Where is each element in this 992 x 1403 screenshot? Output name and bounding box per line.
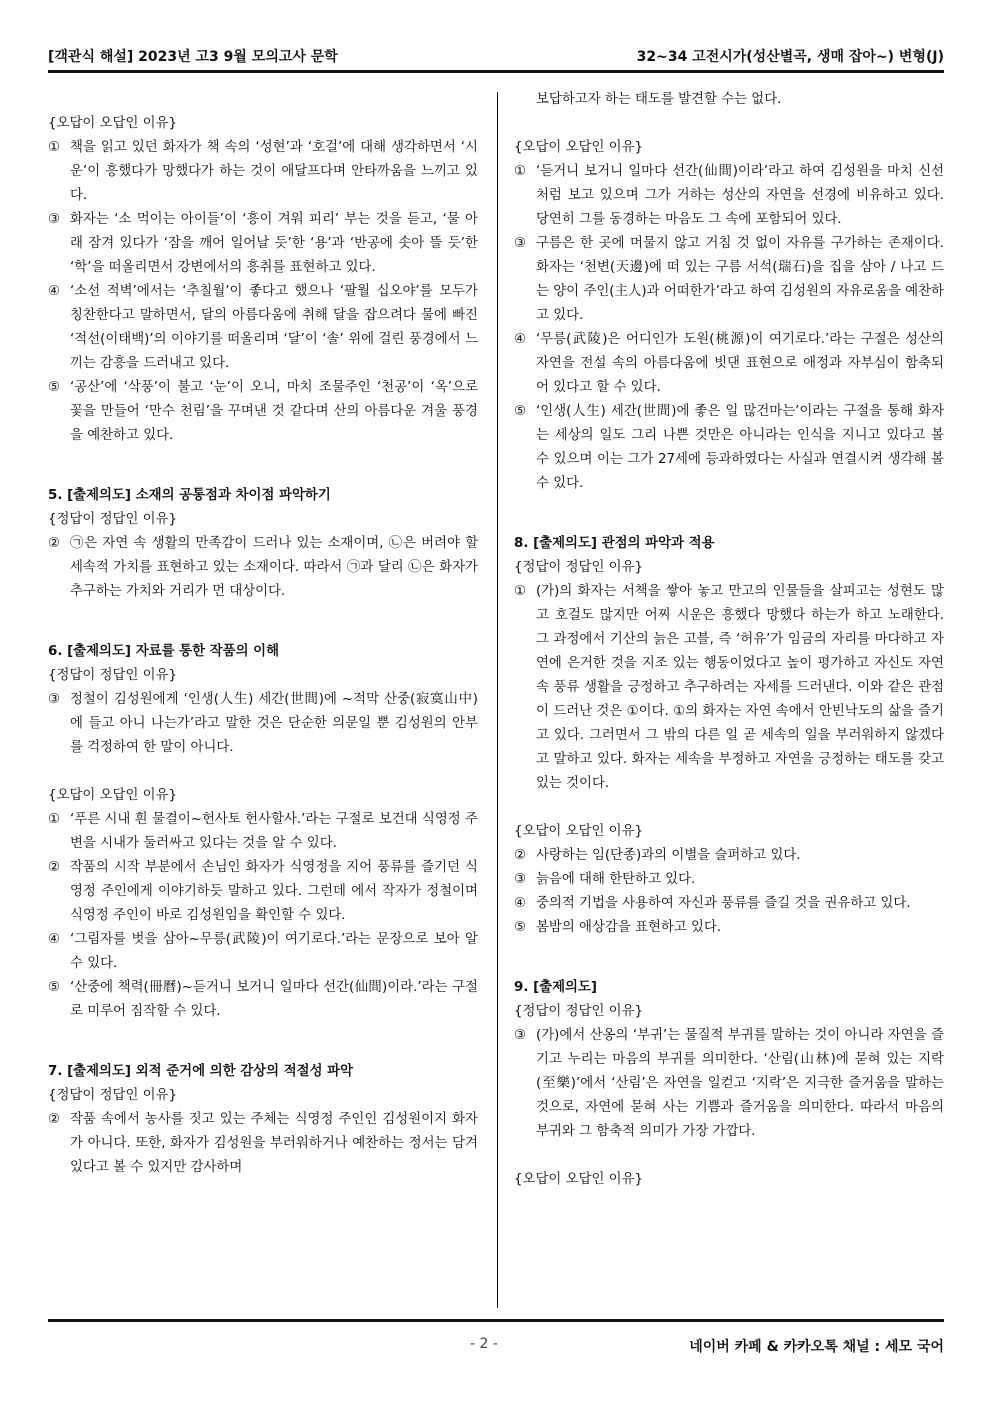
item-text: 화자는 ‘소 먹이는 아이들’이 ‘흥이 겨워 피리’ 부는 것을 듣고, ‘물 아래 잠겨 있다가 ‘잠을 깨어 일어날 듯’한 ‘용’과 ‘반공에 솟아 뜰 듯’한 ‘학’을 떠올리면서 강변에서의 흥취를 표현하고 있다. (70, 212, 478, 275)
item-text: ‘소선 적벽’에서는 ‘추칠월’이 좋다고 했으나 ‘팔월 십오야’를 모두가 칭찬한다고 말하면서, 달의 아름다움에 취해 달을 잡으려다 물에 빠진 ‘적선(이태백)’의 이야기를 떠올리며 ‘달’이 ‘솔’ 위에 걸린 풍경에서 느끼는 감흥을 드러내고 있다. (70, 284, 478, 371)
item-text: (가)의 화자는 서책을 쌓아 놓고 만고의 인물들을 살피고는 성현도 많고 호걸도 많지만 어찌 시운은 흥했다 망했다 하는가 하고 노래한다. 그 과정에서 기산의 늙은 고블, 즉 ‘허유’가 임금의 자리를 마다하고 자연에 은거한 것을 지조 있는 행동이었다고 높이 평가하고 자신도 자연 속 풍류 생활을 긍정하고 추구하려는 자세를 드러낸다. 이와 같은 관점이 드러난 것은 ①이다. ①의 화자는 자연 속에서 안빈낙도의 삶을 즐기고 있다. 그러면서 그 밖의 다른 일 곧 세속의 일을 부러워하지 않겠다고 말하고 있다. 화자는 세속을 부정하고 자연을 긍정하는 태도를 갖고 있는 것이다. (536, 584, 944, 791)
header-subtitle: 32~34 고전시가(성산별곡, 생매 잡아~) 변형(J) (636, 49, 944, 65)
item-number: ③ (514, 236, 527, 251)
item-list (514, 844, 944, 940)
item-list (48, 136, 478, 448)
header-title: [객관식 해설] 2023년 고3 9월 모의고사 문학 (48, 49, 338, 65)
item-number: ⑤ (514, 404, 527, 419)
item-text: 늙음에 대해 한탄하고 있다. (536, 872, 696, 887)
item-number: ② (48, 860, 61, 875)
item-list (48, 808, 478, 1024)
list-item (514, 916, 944, 940)
wrong-reason-label: {오답이 오답인 이유} (514, 824, 644, 839)
item-list (514, 580, 944, 796)
item-number: ④ (48, 932, 61, 947)
item-number: ② (48, 536, 61, 551)
item-number: ③ (514, 1028, 527, 1043)
item-text: ‘그림자를 벗을 삼아~무릉(武陵)이 여기로다.’라는 문장으로 보아 알 수 있다. (70, 932, 478, 971)
item-number: ④ (514, 332, 527, 347)
q7-continued-text: 보답하고자 하는 태도를 발견할 수는 없다. (536, 92, 782, 107)
list-item (48, 208, 478, 280)
wrong-reason-label: {오답이 오답인 이유} (48, 788, 178, 803)
item-text: ‘산중에 책력(冊曆)~듣거니 보거니 일마다 선간(仙間)이라.’라는 구절로 미루어 짐작할 수 있다. (70, 980, 478, 1019)
list-item (48, 1108, 478, 1180)
list-item (514, 328, 944, 400)
list-item (48, 856, 478, 928)
list-item (514, 580, 944, 796)
correct-reason-label: {정답이 정답인 이유} (48, 512, 178, 527)
wrong-reason-label: {오답이 오답인 이유} (48, 116, 178, 131)
item-text: ㉠은 자연 속 생활의 만족감이 드러나 있는 소재이며, ㉡은 버려야 할 세속적 가치를 표현하고 있는 소재이다. 따라서 ㉠과 달리 ㉡은 화자가 추구하는 가치와 거리가 먼 대상이다. (70, 536, 478, 599)
correct-reason-label: {정답이 정답인 이유} (48, 668, 178, 683)
page-header (48, 46, 944, 70)
q9-title: 9. [출제의도] (514, 980, 598, 995)
correct-reason-label: {정답이 정답인 이유} (514, 560, 644, 575)
item-text: 중의적 기법을 사용하여 자신과 풍류를 즐길 것을 권유하고 있다. (536, 896, 911, 911)
list-item (48, 136, 478, 208)
footer-channel: 네이버 카페 & 카카오톡 채널 : 세모 국어 (689, 1339, 944, 1355)
list-item (48, 376, 478, 448)
item-number: ⑤ (48, 380, 61, 395)
list-item (514, 400, 944, 496)
item-number: ③ (514, 872, 527, 887)
left-column (48, 88, 478, 1180)
q6-title: 6. [출제의도] 자료를 통한 작품의 이해 (48, 644, 280, 659)
item-number: ⑤ (48, 980, 61, 995)
list-item (48, 976, 478, 1024)
item-number: ① (48, 140, 61, 155)
item-text: ‘푸른 시내 흰 물결이~헌사토 헌사할사.’라는 구절로 보건대 식영정 주변을 시내가 둘러싸고 있다는 것을 알 수 있다. (70, 812, 478, 851)
item-number: ② (514, 848, 527, 863)
item-number: ⑤ (514, 920, 527, 935)
list-item (48, 280, 478, 376)
list-item (514, 1024, 944, 1144)
list-item (514, 232, 944, 328)
header-rule (48, 70, 944, 73)
item-text: (가)에서 산옹의 ‘부귀’는 물질적 부귀를 말하는 것이 아니라 자연을 즐기고 누리는 마음의 부귀를 의미한다. ‘산림(山林)에 묻혀 있는 지락(至樂)’에서 ‘산림’은 자연을 일컫고 ‘지락’은 지극한 즐거움을 말하는 것으로, 자연에 묻혀 사는 기쁨과 즐거움을 의미한다. 따라서 마음의 부귀와 그 함축적 의미가 가장 가깝다. (536, 1028, 944, 1139)
item-text: ‘무릉(武陵)은 어디인가 도원(桃源)이 여기로다.’라는 구절은 성산의 자연을 전설 속의 아름다움에 빗댄 표현으로 애정과 자부심이 함축되어 있다고 할 수 있다. (536, 332, 944, 395)
item-text: 정철이 김성원에게 ‘인생(人生) 세간(世間)에 ~적막 산중(寂寞山中)에 들고 아니 나는가’라고 말한 것은 단순한 의문일 뿐 김성원의 안부를 걱정하여 한 말이 아니다. (70, 692, 478, 755)
item-list (48, 688, 478, 760)
item-number: ① (48, 812, 61, 827)
list-item (514, 160, 944, 232)
item-text: 책을 읽고 있던 화자가 책 속의 ‘성현’과 ‘호걸’에 대해 생각하면서 ‘시운’이 흥했다가 망했다가 하는 것이 애달프다며 안타까움을 느끼고 있다. (70, 140, 478, 203)
item-text: 구름은 한 곳에 머물지 않고 거침 것 없이 자유를 구가하는 존재이다. 화자는 ‘천변(天邊)에 떠 있는 구름 서석(瑞石)을 집을 삼아 / 나고 드는 양이 주인(主人)과 어떠한가’라고 하여 김성원의 자유로움을 예찬하고 있다. (536, 236, 944, 323)
list-item (48, 928, 478, 976)
q5-title: 5. [출제의도] 소재의 공통점과 차이점 파악하기 (48, 488, 331, 503)
list-item (48, 688, 478, 760)
item-number: ① (514, 164, 527, 179)
item-text: ‘인생(人生) 세간(世間)에 좋은 일 많건마는’이라는 구절을 통해 화자는 세상의 일도 그리 나쁜 것만은 아니라는 인식을 지니고 있다고 볼 수 있으며 이는 그가 27세에 등과하였다는 사실과 연결시켜 생각해 볼 수 있다. (536, 404, 944, 491)
list-item (48, 532, 478, 604)
item-list (514, 1024, 944, 1144)
q8-title: 8. [출제의도] 관점의 파악과 적용 (514, 536, 715, 551)
q7-title: 7. [출제의도] 외적 준거에 의한 감상의 적절성 파악 (48, 1064, 354, 1079)
wrong-reason-label: {오답이 오답인 이유} (514, 1172, 644, 1187)
list-item (48, 808, 478, 856)
correct-reason-label: {정답이 정답인 이유} (48, 1088, 178, 1103)
item-text: 봄밤의 애상감을 표현하고 있다. (536, 920, 722, 935)
wrong-reason-label: {오답이 오답인 이유} (514, 140, 644, 155)
item-text: ‘듣거니 보거니 일마다 선간(仙間)이라’라고 하여 김성원을 마치 신선처럼 보고 있으며 그가 거하는 성산의 자연을 선경에 비유하고 있다. 당연히 그를 동경하는 마음도 그 속에 포함되어 있다. (536, 164, 944, 227)
item-number: ③ (48, 212, 61, 227)
item-text: 사랑하는 임(단종)과의 이별을 슬퍼하고 있다. (536, 848, 801, 863)
item-text: ‘공산’에 ‘삭풍’이 불고 ‘눈’이 오니, 마치 조물주인 ‘천공’이 ‘옥’으로 꽃을 만들어 ‘만수 천림’을 꾸며낸 것 같다며 산의 아름다운 겨울 풍경을 예찬하고 있다. (70, 380, 478, 443)
item-number: ③ (48, 692, 61, 707)
footer-rule (48, 1319, 944, 1322)
item-number: ④ (48, 284, 61, 299)
item-number: ② (48, 1112, 61, 1127)
item-text: 작품 속에서 농사를 짓고 있는 주체는 식영정 주인인 김성원이지 화자가 아니다. 또한, 화자가 김성원을 부러워하거나 예찬하는 정서는 담겨 있다고 볼 수 있지만 감사하며 (70, 1112, 478, 1175)
list-item (514, 892, 944, 916)
page-number: - 2 - (470, 1336, 498, 1352)
column-divider (497, 92, 498, 1308)
item-number: ① (514, 584, 527, 599)
item-text: 작품의 시작 부분에서 손님인 화자가 식영정을 지어 풍류를 즐기던 식영정 주인에게 이야기하듯 말하고 있다. 그런데 에서 작자가 정철이며 식영정 주인이 바로 김성원임을 확인할 수 있다. (70, 860, 478, 923)
correct-reason-label: {정답이 정답인 이유} (514, 1004, 644, 1019)
item-number: ④ (514, 896, 527, 911)
item-list (48, 532, 478, 604)
item-list (514, 160, 944, 496)
right-column (514, 88, 944, 1192)
item-list (48, 1108, 478, 1180)
list-item (514, 844, 944, 868)
list-item (514, 868, 944, 892)
